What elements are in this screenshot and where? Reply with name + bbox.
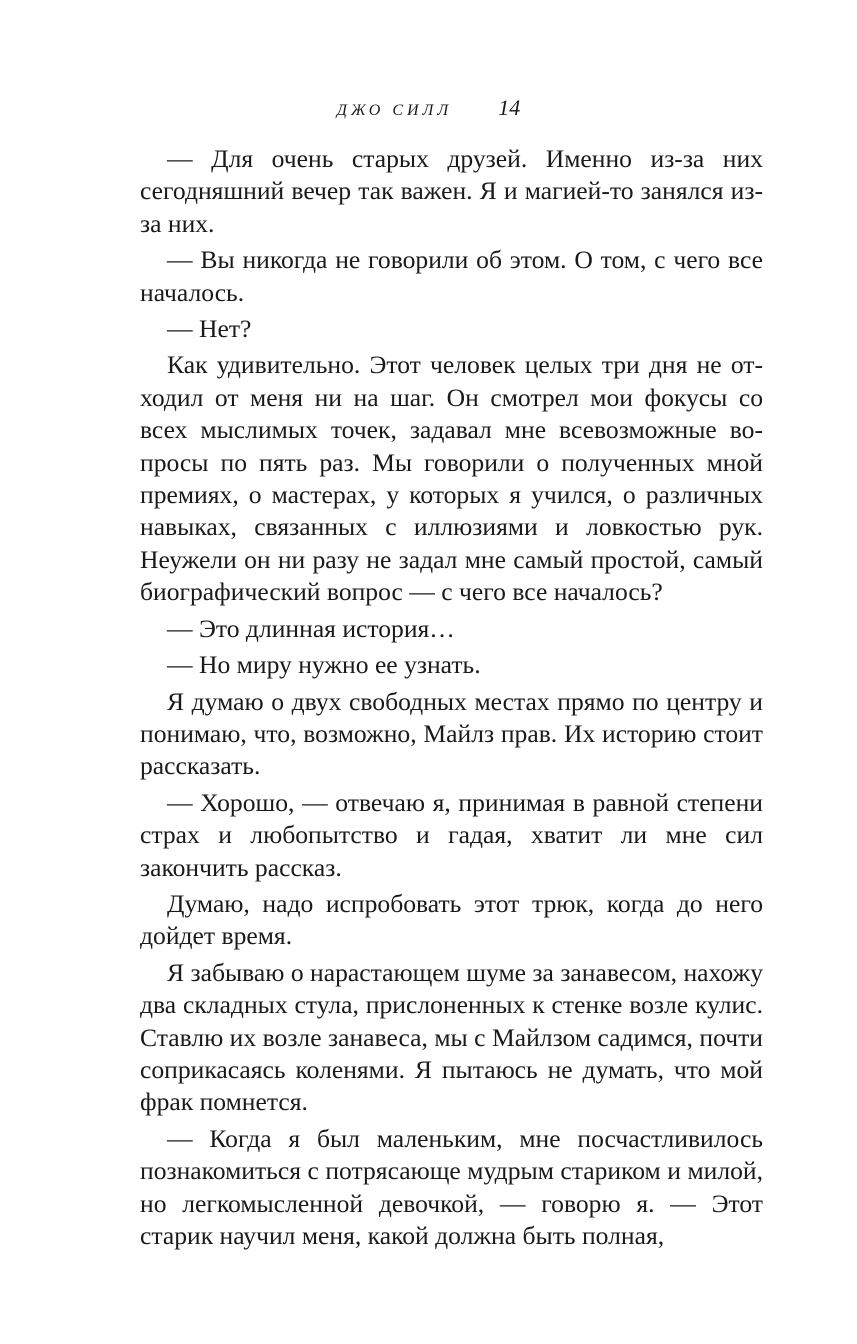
- paragraph: — Но миру нужно ее узнать.: [167, 650, 481, 680]
- paragraph: — Это длинная история…: [167, 613, 455, 643]
- running-head: [0, 94, 857, 125]
- paragraph: — Хорошо, — отвечаю я, принимая в равной степени страх и любопытство и гадая, хватит ли мне сил закончить рассказ.: [140, 787, 763, 882]
- paragraph: Думаю, надо испробовать этот трюк, когда до него дойдет время.: [140, 888, 763, 951]
- paragraph: Я думаю о двух свободных местах прямо по центру и понимаю, что, возможно, Майлз прав. Их историю стоит рассказать.: [140, 686, 763, 781]
- paragraph: — Для очень старых друзей. Именно из-за них сегодняшний вечер так важен. Я и магией-то занялся из-за них.: [140, 144, 763, 238]
- paragraph: — Когда я был маленьким, мне посчастливилось познакомиться с потрясающе мудрым стариком и милой, но легкомысленной девочкой, — говорю я. — Этот старик научил меня, какой должна быть полная,: [140, 1123, 763, 1250]
- paragraph: — Вы никогда не говорили об этом. О том, с чего все началось.: [140, 245, 763, 307]
- author-name: ДЖО СИЛЛ: [336, 102, 453, 119]
- paragraph: — Нет?: [167, 314, 252, 344]
- page-number: 14: [498, 95, 521, 120]
- paragraph: Я забываю о нарастающем шуме за занавесом, нахожу два складных стула, прислоненных к стенке возле кулис. Ставлю их возле занавеса, мы с Майлзом садимся, почти соприкасаясь коленями. Я пытаюсь не думать, что мой фрак помнется.: [140, 957, 763, 1117]
- paragraph: Как удивительно. Этот человек целых три дня не отходил от меня ни на шаг. Он смотрел мои фокусы со всех мыслимых точек, задавал мне всевозможные вопросы по пять раз. Мы говорили о полученных мной премиях, о мастерах, у которых я учился, о различных навыках, связанных с иллюзиями и ловкостью рук. Неужели он ни разу не задал мне самый простой, самый биографический вопрос — с чего все началось?: [140, 350, 763, 607]
- body-text: [140, 143, 763, 1252]
